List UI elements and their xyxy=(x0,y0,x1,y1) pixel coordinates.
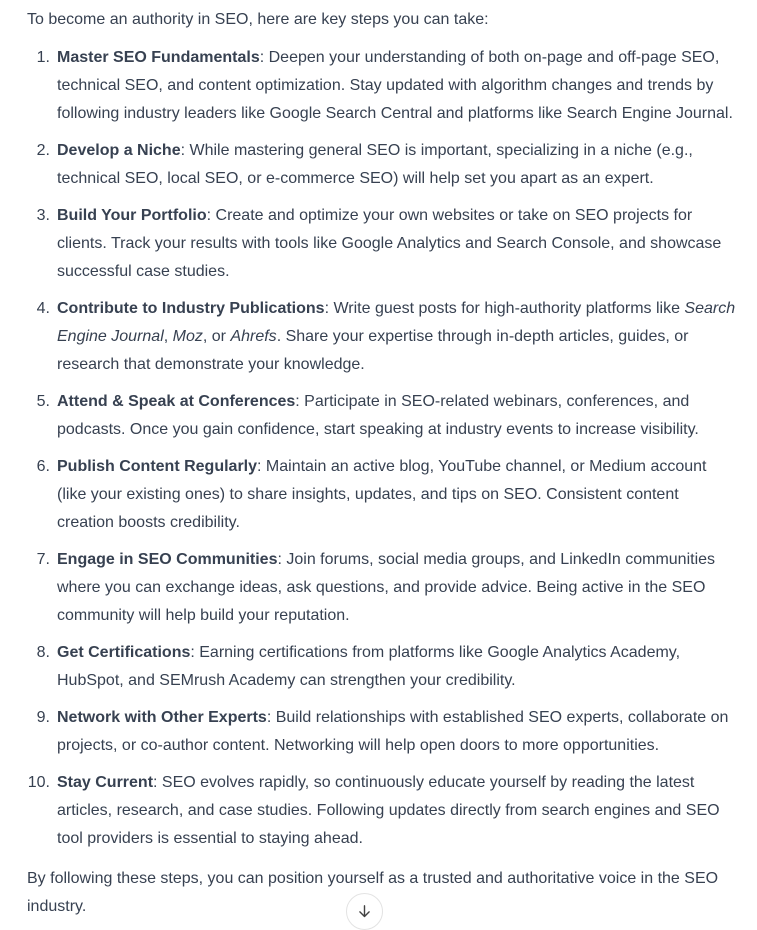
list-item-number: 10. xyxy=(27,774,50,791)
intro-paragraph: To become an authority in SEO, here are key steps you can take: xyxy=(27,11,489,28)
list-item-text xyxy=(57,295,737,379)
list-item-segment: : While mastering general SEO is important, specializing in a niche (e.g., technical SEO, local SEO, or e-commerce SEO) will help set you apart as an expert. xyxy=(57,142,693,187)
list-item xyxy=(27,388,737,444)
list-item-text xyxy=(57,388,737,444)
list-item-segment: : Earning certifications from platforms like Google Analytics Academy, HubSpot, and SEMrush Academy can strengthen your credibility. xyxy=(57,644,681,689)
list-item-number: 9. xyxy=(36,709,50,726)
list-item xyxy=(27,769,737,853)
list-item-segment: : Create and optimize your own websites or take on SEO projects for clients. Track your results with tools like Google Analytics and Search Console, and showcase successful case studies. xyxy=(57,207,722,280)
list-item-title: Contribute to Industry Publications xyxy=(57,300,325,317)
list-item-text xyxy=(57,202,737,286)
list-item xyxy=(27,453,737,537)
list-item-title: Publish Content Regularly xyxy=(57,458,258,475)
list-item-segment: , xyxy=(163,328,173,345)
list-item-number: 8. xyxy=(36,644,50,661)
down-arrow-icon xyxy=(356,903,373,920)
list-item-text xyxy=(57,704,737,760)
list-item-number: 4. xyxy=(36,300,50,317)
list-item-segment: , or xyxy=(202,328,231,345)
steps-list xyxy=(27,44,737,853)
list-item xyxy=(27,44,737,128)
list-item-number: 6. xyxy=(36,458,50,475)
list-item-segment: : Participate in SEO-related webinars, conferences, and podcasts. Once you gain confidence, start speaking at industry events to increase visibility. xyxy=(57,393,699,438)
list-item-title: Network with Other Experts xyxy=(57,709,267,726)
list-item-number: 7. xyxy=(36,551,50,568)
list-item xyxy=(27,546,737,630)
list-item-segment: : SEO evolves rapidly, so continuously educate yourself by reading the latest articles, research, and case studies. Following updates directly from search engines and SEO tool providers is essential to staying ahead. xyxy=(57,774,720,847)
list-item-segment: : Maintain an active blog, YouTube channel, or Medium account (like your existing ones) to share insights, updates, and tips on SEO. Consistent content creation boosts credibility. xyxy=(57,458,707,531)
list-item-text xyxy=(57,44,737,128)
list-item-segment: : Join forums, social media groups, and LinkedIn communities where you can exchange ideas, ask questions, and provide advice. Being active in the SEO community will help build your reputation. xyxy=(57,551,716,624)
list-item-number: 5. xyxy=(36,393,50,410)
list-item-title: Build Your Portfolio xyxy=(57,207,207,224)
list-item xyxy=(27,704,737,760)
list-item-segment: : Write guest posts for high-authority platforms like xyxy=(324,300,685,317)
list-item-number: 1. xyxy=(36,49,50,66)
list-item xyxy=(27,639,737,695)
list-item-text xyxy=(57,137,737,193)
list-item-title: Attend & Speak at Conferences xyxy=(57,393,296,410)
list-item-title: Master SEO Fundamentals xyxy=(57,49,260,66)
list-item-title: Develop a Niche xyxy=(57,142,181,159)
list-item-segment: Ahrefs xyxy=(230,328,277,345)
list-item-text xyxy=(57,546,737,630)
list-item-segment: Search Engine Journal xyxy=(57,300,736,345)
list-item-segment: : Build relationships with established SEO experts, collaborate on projects, or co-author content. Networking will help open doors to more opportunities. xyxy=(57,709,729,754)
list-item-segment: . Share your expertise through in-depth articles, guides, or research that demonstrate your knowledge. xyxy=(57,328,689,373)
list-item xyxy=(27,202,737,286)
list-item-title: Stay Current xyxy=(57,774,154,791)
list-item-number: 3. xyxy=(36,207,50,224)
list-item xyxy=(27,295,737,379)
list-item-text xyxy=(57,639,737,695)
list-item-title: Engage in SEO Communities xyxy=(57,551,278,568)
list-item-number: 2. xyxy=(36,142,50,159)
scroll-to-bottom-button[interactable] xyxy=(346,893,383,930)
list-item xyxy=(27,137,737,193)
list-item-text xyxy=(57,769,737,853)
list-item-segment: : Deepen your understanding of both on-page and off-page SEO, technical SEO, and content optimization. Stay updated with algorithm changes and trends by following industry leaders like Google Search Central and platforms like Search Engine Journal. xyxy=(57,49,733,122)
outro-paragraph: By following these steps, you can position yourself as a trusted and authoritative voice in the SEO industry. xyxy=(27,870,719,915)
list-item-text xyxy=(57,453,737,537)
list-item-title: Get Certifications xyxy=(57,644,191,661)
list-item-segment: Moz xyxy=(172,328,203,345)
